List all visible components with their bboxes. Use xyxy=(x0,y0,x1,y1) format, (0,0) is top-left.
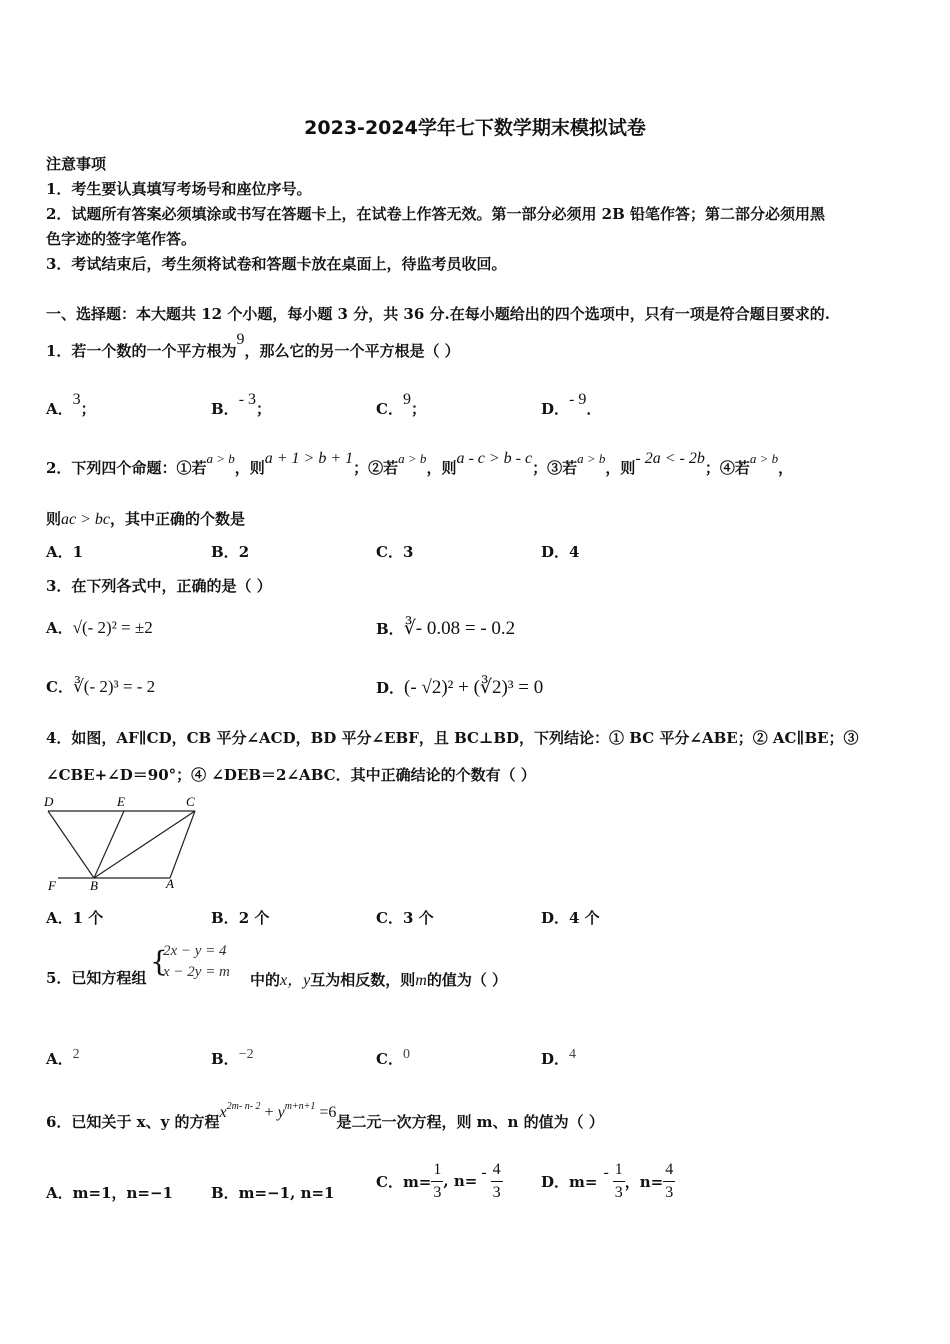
label-c: C xyxy=(186,794,195,809)
option-label: B． xyxy=(211,909,239,927)
option-value: 4 xyxy=(569,543,580,561)
q6-exp-x: 2m- n- 2 xyxy=(226,1101,261,1112)
q4-option-b[interactable] xyxy=(211,907,269,928)
q2-math: a + 1 > b + 1 xyxy=(264,450,354,467)
option-label: A． xyxy=(46,543,73,561)
option-label: B． xyxy=(211,543,239,561)
q5-option-b[interactable] xyxy=(211,1048,254,1069)
option-value: 4 xyxy=(569,1047,577,1062)
option-expr: ∛- 0.08 = - 0.2 xyxy=(403,618,516,639)
option-tail: ； xyxy=(410,400,426,418)
q3-stem: 3．在下列各式中，正确的是（ ） xyxy=(46,577,272,595)
q2-text: ；②若 xyxy=(353,459,399,477)
q6-option-d[interactable] xyxy=(541,1156,675,1206)
q6-exp-y: m+n+1 xyxy=(284,1101,316,1112)
option-label: D． xyxy=(376,679,405,697)
section-heading: 一、选择题：本大题共 12 个小题，每小题 3 分，共 36 分.在每小题给出的四个选项中，只有一项是符合题目要求的. xyxy=(46,305,830,323)
notice-item-2-cont: 色字迹的签字笔作答。 xyxy=(46,230,197,248)
q5-stem-pre: 5．已知方程组 xyxy=(46,969,147,987)
q2-text: 2．下列四个命题：①若 xyxy=(46,459,207,477)
option-label: C．m= xyxy=(376,1172,432,1191)
q4-stem-line2: ∠CBE+∠D＝90°；④ ∠DEB＝2∠ABC．其中正确结论的个数有（ ） xyxy=(46,766,536,784)
option-tail: ； xyxy=(80,400,96,418)
option-label: D． xyxy=(541,909,570,927)
option-label: C． xyxy=(376,543,403,561)
notice-item-3: 3．考试结束后，考生须将试卷和答题卡放在桌面上，待监考员收回。 xyxy=(46,255,507,273)
label-f: F xyxy=(48,878,56,893)
numerator: 4 xyxy=(663,1159,675,1182)
q2-text: ，则 xyxy=(234,459,265,477)
option-value: 2 xyxy=(72,1047,80,1062)
q6-var-x: x xyxy=(219,1104,227,1121)
q1-stem-b: ，那么它的另一个平方根是（ ） xyxy=(244,342,460,360)
option-value: 4 个 xyxy=(569,909,600,927)
q6-text: 是二元一次方程，则 m、n 的值为（ ） xyxy=(336,1113,604,1131)
label-e: E xyxy=(117,794,125,809)
option-sep: ，n= xyxy=(624,1172,664,1191)
q2-text: ，则 xyxy=(605,459,636,477)
q2-math: a > b xyxy=(206,451,235,466)
fraction xyxy=(663,1159,675,1204)
option-expr: (- √2)² + (∛2)³ = 0 xyxy=(404,677,544,698)
q6-plus: + xyxy=(260,1104,278,1121)
q5-option-d[interactable] xyxy=(541,1048,576,1069)
notice-item-1: 1．考生要认真填写考场号和座位序号。 xyxy=(46,180,312,198)
numerator: 1 xyxy=(613,1159,625,1182)
q4-option-c[interactable] xyxy=(376,907,434,928)
option-label: C． xyxy=(376,400,403,418)
option-label: A． xyxy=(46,619,73,637)
q6-var-y: y xyxy=(277,1104,285,1121)
line-ca xyxy=(170,811,195,878)
q5-text: 的值为（ ） xyxy=(426,971,508,989)
label-d: D xyxy=(44,794,54,809)
fraction xyxy=(431,1159,443,1204)
page-title: 2023-2024学年七下数学期末模拟试卷 xyxy=(304,117,646,139)
q1-stem-a: 1．若一个数的一个平方根为 xyxy=(46,342,237,360)
q5-brace: { xyxy=(150,945,168,978)
option-value: 3 个 xyxy=(402,909,434,927)
q2-option-c[interactable] xyxy=(376,541,413,562)
option-label: A． xyxy=(46,909,73,927)
fraction xyxy=(491,1159,503,1204)
numerator: 1 xyxy=(431,1159,443,1182)
q6-option-c[interactable] xyxy=(376,1156,503,1206)
denominator: 3 xyxy=(665,1183,674,1201)
q5-math: x，y xyxy=(280,972,311,989)
q5-stem-post xyxy=(250,967,507,990)
denominator: 3 xyxy=(492,1183,501,1201)
option-sep: , n= xyxy=(443,1172,478,1190)
q6-option-a[interactable]: A．m=1，n=−1 xyxy=(46,1184,173,1202)
q6-equation xyxy=(219,1101,337,1121)
denominator: 3 xyxy=(614,1183,623,1201)
option-label: B． xyxy=(211,400,239,418)
q3-option-c[interactable] xyxy=(46,676,155,697)
notice-heading: 注意事项 xyxy=(46,155,107,173)
label-b: B xyxy=(90,878,98,893)
option-label: D． xyxy=(541,400,570,418)
numerator: 4 xyxy=(491,1159,503,1182)
q2-math: a > b xyxy=(398,451,427,466)
q2-text: ， xyxy=(778,459,794,477)
q2-text: ，其中正确的个数是 xyxy=(110,510,246,528)
q1-stem xyxy=(46,331,460,361)
option-value: 3 xyxy=(72,391,81,408)
option-label: D．m= xyxy=(541,1172,598,1191)
label-a: A xyxy=(166,876,174,891)
option-value: - 3 xyxy=(238,391,257,408)
q4-option-d[interactable] xyxy=(541,907,600,928)
option-value: 9 xyxy=(402,391,411,408)
q2-option-b[interactable] xyxy=(211,541,249,562)
minus-sign: - xyxy=(481,1164,487,1181)
q2-option-a[interactable] xyxy=(46,541,83,562)
q1-option-a[interactable] xyxy=(46,391,96,419)
q2-stem-line2 xyxy=(46,508,245,529)
option-value: - 9 xyxy=(569,391,587,408)
option-value: 2 个 xyxy=(238,909,270,927)
option-label: D． xyxy=(541,1050,570,1068)
q2-text: ，则 xyxy=(426,459,457,477)
q3-option-b[interactable] xyxy=(376,617,515,640)
q2-math: a > b xyxy=(749,451,779,466)
option-value: 3 xyxy=(402,543,414,561)
q1-math: 9 xyxy=(236,331,245,348)
q5-eq1: 2x − y = 4 xyxy=(163,943,227,959)
q2-option-d[interactable] xyxy=(541,541,579,562)
q5-text: 互为相反数，则 xyxy=(310,971,416,989)
q2-math: ac > bc xyxy=(61,511,111,528)
option-label: B． xyxy=(376,620,404,638)
q5-option-a[interactable] xyxy=(46,1048,80,1069)
option-value: 2 xyxy=(238,543,250,561)
option-label: C． xyxy=(46,678,73,696)
notice-item-2: 2．试题所有答案必须填涂或书写在答题卡上，在试卷上作答无效。第一部分必须用 2B 铅笔作答；第二部分必须用黑 xyxy=(46,205,826,223)
q5-eq2: x − 2y = m xyxy=(163,964,230,980)
minus-sign: - xyxy=(603,1164,609,1181)
q4-stem-line1: 4．如图，AF∥CD，CB 平分∠ACD，BD 平分∠EBF，且 BC⊥BD，下列结论：① BC 平分∠ABE；② AC∥BE；③ xyxy=(46,729,859,747)
option-expr: ∛(- 2)³ = - 2 xyxy=(72,677,156,696)
q5-option-c[interactable] xyxy=(376,1048,410,1069)
q2-text: ；③若 xyxy=(532,459,578,477)
q4-figure xyxy=(40,790,210,895)
q6-option-b[interactable]: B．m=−1, n=1 xyxy=(211,1184,335,1202)
option-value: −2 xyxy=(238,1047,254,1062)
option-value: 1 个 xyxy=(72,909,104,927)
q6-text: 6．已知关于 x、y 的方程 xyxy=(46,1113,220,1131)
q5-text: 中的 xyxy=(250,971,281,989)
option-label: A． xyxy=(46,400,73,418)
q2-math: a > b xyxy=(577,451,606,466)
q6-equals: =6 xyxy=(315,1104,337,1121)
denominator: 3 xyxy=(433,1183,442,1201)
option-label: C． xyxy=(376,1050,403,1068)
option-expr: √(- 2)² = ±2 xyxy=(72,618,153,637)
q3-option-a[interactable] xyxy=(46,617,153,638)
q1-option-b[interactable] xyxy=(211,391,272,419)
q6-stem xyxy=(46,1101,604,1132)
q4-option-a[interactable] xyxy=(46,907,103,928)
q2-text: ；④若 xyxy=(704,459,750,477)
fraction xyxy=(613,1159,625,1204)
q2-math: a - c > b - c xyxy=(456,450,533,467)
option-label: B． xyxy=(211,1050,239,1068)
option-tail: ； xyxy=(256,400,272,418)
q5-math: m xyxy=(415,972,427,989)
option-value: 1 xyxy=(72,543,84,561)
q1-option-c[interactable] xyxy=(376,391,426,419)
option-label: A． xyxy=(46,1050,73,1068)
q2-stem xyxy=(46,450,794,478)
option-label: D． xyxy=(541,543,570,561)
line-db xyxy=(48,811,94,878)
option-tail: ． xyxy=(586,400,602,418)
option-value: 0 xyxy=(402,1047,410,1062)
q2-text: 则 xyxy=(46,510,62,528)
q1-option-d[interactable] xyxy=(541,391,602,419)
q3-option-d[interactable] xyxy=(376,676,543,699)
q2-math: - 2a < - 2b xyxy=(635,450,705,467)
option-label: C． xyxy=(376,909,403,927)
